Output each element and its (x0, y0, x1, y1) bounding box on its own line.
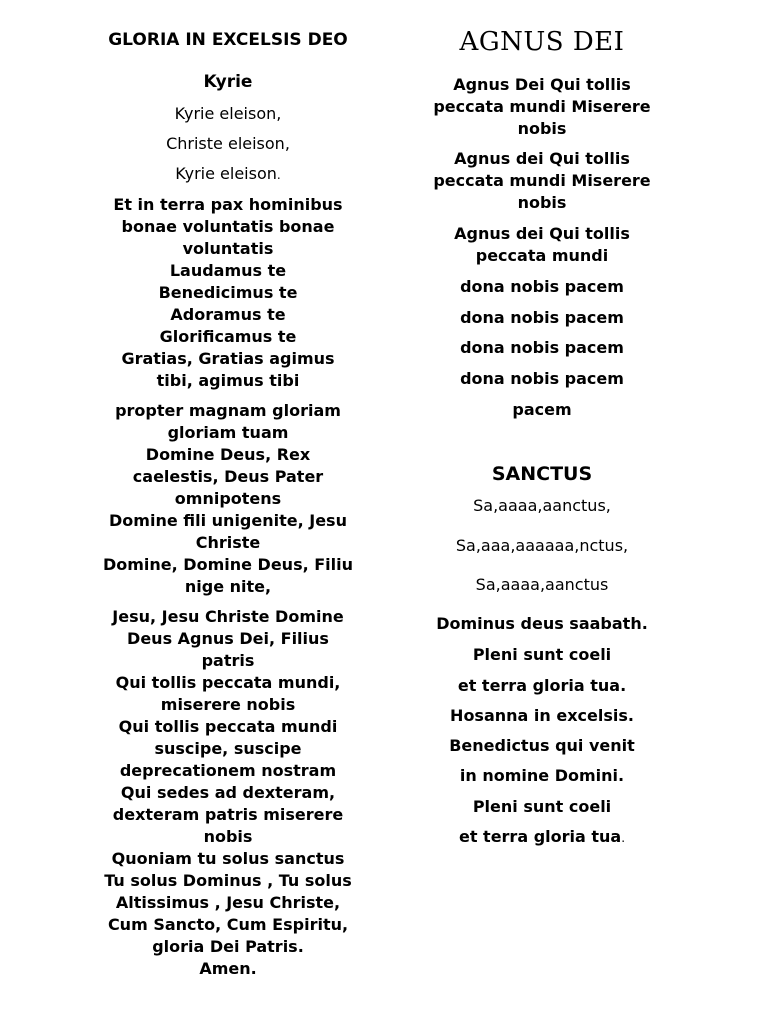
agnus-line: peccata mundi Miserere (433, 97, 651, 116)
sanctus-line: Hosanna in excelsis. (450, 706, 634, 725)
kyrie-heading: Kyrie (203, 72, 253, 92)
gloria-line: tibi, agimus tibi (156, 371, 300, 390)
gloria-line: Tu solus Dominus , Tu solus (104, 871, 352, 890)
agnus-line: nobis (517, 119, 567, 138)
agnus-line: Agnus dei Qui tollis (454, 224, 630, 243)
gloria-line: omnipotens (174, 489, 282, 508)
gloria-line: Amen. (199, 959, 257, 978)
agnus-line: peccata mundi Miserere (433, 171, 651, 190)
kyrie-line: Christe eleison, (166, 134, 290, 153)
gloria-line: Deus Agnus Dei, Filius (127, 629, 329, 648)
gloria-line: propter magnam gloriam (115, 401, 341, 420)
agnus-line: Agnus dei Qui tollis (454, 149, 630, 168)
agnus-line: dona nobis pacem (460, 308, 624, 327)
kyrie-line: Kyrie eleison. (175, 164, 281, 183)
sanctus-line: Pleni sunt coeli (472, 797, 612, 816)
gloria-line: nobis (203, 827, 253, 846)
sanctus-line: Sa,aaaa,aanctus, (473, 496, 611, 515)
sanctus-line: Benedictus qui venit (449, 736, 635, 755)
gloria-line: Adoramus te (170, 305, 286, 324)
sanctus-line: in nomine Domini. (459, 766, 625, 785)
agnus-line: dona nobis pacem (460, 338, 624, 357)
gloria-line: suscipe, suscipe (154, 739, 302, 758)
sanctus-line: Sa,aaa,aaaaaa,nctus, (455, 536, 629, 555)
gloria-line: Benedicimus te (158, 283, 298, 302)
gloria-line: Altissimus , Jesu Christe, (115, 893, 341, 912)
gloria-line: Domine Deus, Rex (145, 445, 311, 464)
gloria-line: Glorificamus te (159, 327, 297, 346)
gloria-line: Quoniam tu solus sanctus (111, 849, 345, 868)
gloria-line: patris (201, 651, 255, 670)
sanctus-line: et terra gloria tua. (457, 676, 627, 695)
gloria-line: Christe (195, 533, 261, 552)
sanctus-line: Pleni sunt coeli (472, 645, 612, 664)
agnus-line: peccata mundi (475, 246, 609, 265)
kyrie-line: Kyrie eleison, (174, 104, 282, 123)
agnus-line: pacem (512, 400, 572, 419)
gloria-line: Qui tollis peccata mundi (118, 717, 338, 736)
gloria-line: Gratias, Gratias agimus (121, 349, 335, 368)
gloria-line: Domine fili unigenite, Jesu (109, 511, 347, 530)
gloria-line: bonae voluntatis bonae (121, 217, 335, 236)
agnus-line: dona nobis pacem (460, 369, 624, 388)
gloria-line: caelestis, Deus Pater (132, 467, 324, 486)
gloria-line: dexteram patris miserere (112, 805, 344, 824)
agnus-line: nobis (517, 193, 567, 212)
gloria-line: gloriam tuam (167, 423, 289, 442)
gloria-line: Qui sedes ad dexteram, (120, 783, 336, 802)
sanctus-heading: SANCTUS (491, 463, 593, 485)
gloria-line: Qui tollis peccata mundi, (115, 673, 341, 692)
gloria-line: miserere nobis (160, 695, 296, 714)
gloria-line: deprecationem nostram (119, 761, 337, 780)
gloria-title: GLORIA IN EXCELSIS DEO (108, 30, 348, 50)
sanctus-line: Sa,aaaa,aanctus (475, 575, 609, 594)
gloria-line: Domine, Domine Deus, Filiu (102, 555, 354, 574)
agnus-dei-title: AGNUS DEI (459, 27, 625, 57)
sanctus-line: Dominus deus saabath. (436, 614, 648, 633)
gloria-line: Et in terra pax hominibus (113, 195, 343, 214)
gloria-line: Jesu, Jesu Christe Domine (112, 607, 344, 626)
sanctus-line: et terra gloria tua. (458, 827, 626, 846)
gloria-line: nige nite, (184, 577, 272, 596)
gloria-line: gloria Dei Patris. (152, 937, 304, 956)
agnus-line: dona nobis pacem (460, 277, 624, 296)
gloria-line: Cum Sancto, Cum Espiritu, (107, 915, 349, 934)
agnus-line: Agnus Dei Qui tollis (453, 75, 631, 94)
gloria-line: voluntatis (182, 239, 274, 258)
gloria-line: Laudamus te (169, 261, 287, 280)
